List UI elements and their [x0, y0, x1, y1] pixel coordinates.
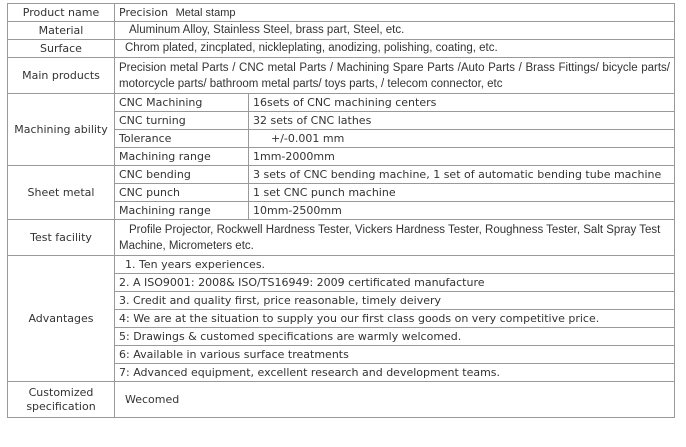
product-spec-table	[7, 3, 675, 418]
surface-label: Surface	[8, 40, 115, 58]
advantage-item: 4: We are at the situation to supply you our first class goods on very competitive price.	[115, 310, 675, 328]
row-product-name	[8, 4, 675, 22]
surface-value: Chrom plated, zincplated, nickleplating, anodizing, polishing, coating, etc.	[115, 40, 675, 58]
sheet-item-value: 3 sets of CNC bending machine, 1 set of automatic bending tube machine	[249, 166, 675, 184]
machining-ability-label: Machining ability	[8, 94, 115, 166]
machining-item-name: CNC Machining	[115, 94, 249, 112]
machining-item-name: Tolerance	[115, 130, 249, 148]
row-surface	[8, 40, 675, 58]
machining-item-name: Machining range	[115, 148, 249, 166]
sheet-item-name: CNC bending	[115, 166, 249, 184]
machining-item-value: 1mm-2000mm	[249, 148, 675, 166]
material-value: Aluminum Alloy, Stainless Steel, brass part, Steel, etc.	[115, 22, 675, 40]
advantages-label: Advantages	[8, 256, 115, 382]
row-advantages-1	[8, 256, 675, 274]
sheet-item-name: CNC punch	[115, 184, 249, 202]
advantage-item: 6: Available in various surface treatments	[115, 346, 675, 364]
advantage-item: 1. Ten years experiences.	[115, 256, 675, 274]
sheet-metal-label: Sheet metal	[8, 166, 115, 220]
product-name-label: Product name	[8, 4, 115, 22]
row-material	[8, 22, 675, 40]
main-products-value: Precision metal Parts / CNC metal Parts / Machining Spare Parts /Auto Parts / Brass Fittings/ bicycle parts/ motorcycle parts/ bathroom metal parts/ toys parts, / telecom connector, etc	[115, 58, 675, 94]
row-machining-1	[8, 94, 675, 112]
machining-item-value: +/-0.001 mm	[249, 130, 675, 148]
machining-item-name: CNC turning	[115, 112, 249, 130]
customized-label-line1: Customized	[28, 385, 94, 399]
advantage-item: 3. Credit and quality first, price reasonable, timely deivery	[115, 292, 675, 310]
row-customized	[8, 382, 675, 418]
customized-label	[8, 382, 115, 418]
sheet-item-name: Machining range	[115, 202, 249, 220]
row-test-facility	[8, 220, 675, 256]
sheet-item-value: 1 set CNC punch machine	[249, 184, 675, 202]
advantage-item: 2. A ISO9001: 2008& ISO/TS16949: 2009 certificated manufacture	[115, 274, 675, 292]
test-facility-label: Test facility	[8, 220, 115, 256]
row-main-products	[8, 58, 675, 94]
machining-item-value: 32 sets of CNC lathes	[249, 112, 675, 130]
main-products-label: Main products	[8, 58, 115, 94]
advantage-item: 5: Drawings & customed specifications are warmly welcomed.	[115, 328, 675, 346]
customized-value: Wecomed	[115, 382, 675, 418]
sheet-item-value: 10mm-2500mm	[249, 202, 675, 220]
product-name-suffix: Metal stamp	[175, 6, 236, 19]
customized-label-line2: specification	[26, 399, 96, 413]
advantage-item: 7: Advanced equipment, excellent research and development teams.	[115, 364, 675, 382]
product-name-value	[115, 4, 675, 22]
test-facility-value: Profile Projector, Rockwell Hardness Tester, Vickers Hardness Tester, Roughness Tester, Salt Spray Test Machine, Micrometers etc.	[115, 220, 675, 256]
material-label: Material	[8, 22, 115, 40]
row-sheet-1	[8, 166, 675, 184]
product-name-prefix: Precision	[119, 5, 169, 19]
machining-item-value: 16sets of CNC machining centers	[249, 94, 675, 112]
